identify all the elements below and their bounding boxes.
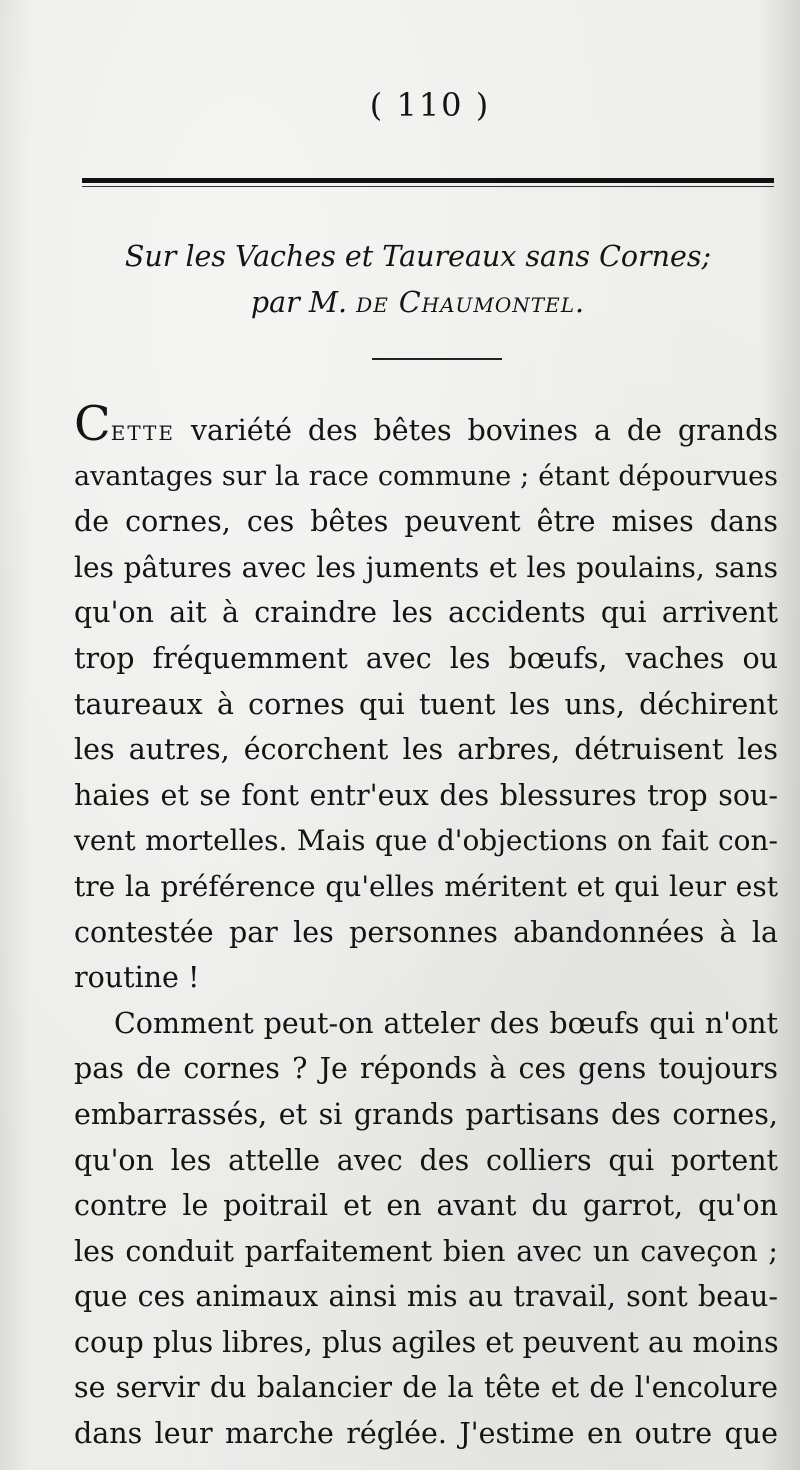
text-line: trop fréquemment avec les bœufs, vaches ou: [74, 641, 778, 675]
initial-capital: C: [74, 396, 111, 452]
text-line: les conduit parfaitement bien avec un caveçon ;: [74, 1234, 778, 1268]
title-rule-short: [372, 358, 502, 360]
paragraph-1-line-1: [74, 396, 778, 454]
first-line-rest: variété des bêtes bovines a de grands: [174, 414, 778, 447]
text-line: dans leur marche réglée. J'estime en outre que: [74, 1417, 778, 1451]
first-word-rest: ette: [110, 414, 175, 447]
page-number: ( 110 ): [369, 86, 491, 124]
text-line: vent mortelles. Mais que d'objections on fait con-: [74, 824, 778, 858]
text-line: les pâtures avec les juments et les poulains, sans: [74, 550, 778, 584]
text-line: qu'on les attelle avec des colliers qui portent: [74, 1143, 778, 1177]
text-line: contestée par les personnes abandonnées à la: [74, 915, 778, 949]
text-line: se servir du balancier de la tête et de l'encolure: [74, 1371, 778, 1405]
text-line-last: routine !: [74, 961, 200, 995]
paragraph-1: [74, 396, 778, 1001]
text-line: haies et se font entr'eux des blessures trop sou-: [74, 778, 778, 812]
text-line: coup plus libres, plus agiles et peuvent au moins: [74, 1325, 779, 1359]
header-rule-thin: [82, 186, 774, 187]
text-line: tre la préférence qu'elles méritent et qui leur est: [74, 869, 778, 903]
text-line: qu'on ait à craindre les accidents qui arrivent: [74, 596, 778, 630]
title-prefix: par M.: [250, 285, 357, 319]
text-line: taureaux à cornes qui tuent les uns, déchirent: [74, 687, 778, 721]
text-line-first: Comment peut-on atteler des bœufs qui n'ont: [114, 1006, 778, 1040]
title-author: de Chaumontel.: [356, 285, 586, 319]
article-title: [60, 234, 776, 325]
text-line: contre le poitrail et en avant du garrot, qu'on: [74, 1189, 778, 1223]
text-line: avantages sur la race commune ; étant dépourvues: [74, 460, 778, 492]
paragraph-2: [74, 1001, 778, 1457]
body-text: [74, 396, 779, 1457]
title-line-1: Sur les Vaches et Taureaux sans Cornes;: [124, 240, 712, 273]
title-line-2: [60, 280, 776, 326]
text-line: de cornes, ces bêtes peuvent être mises dans: [74, 505, 778, 539]
text-line: les autres, écorchent les arbres, détruisent les: [74, 733, 778, 767]
text-line: que ces animaux ainsi mis au travail, sont beau-: [74, 1280, 778, 1314]
header-rule-thick: [82, 178, 774, 183]
text-line: pas de cornes ? Je réponds à ces gens toujours: [74, 1052, 778, 1086]
text-line: embarrassés, et si grands partisans des cornes,: [74, 1097, 778, 1131]
